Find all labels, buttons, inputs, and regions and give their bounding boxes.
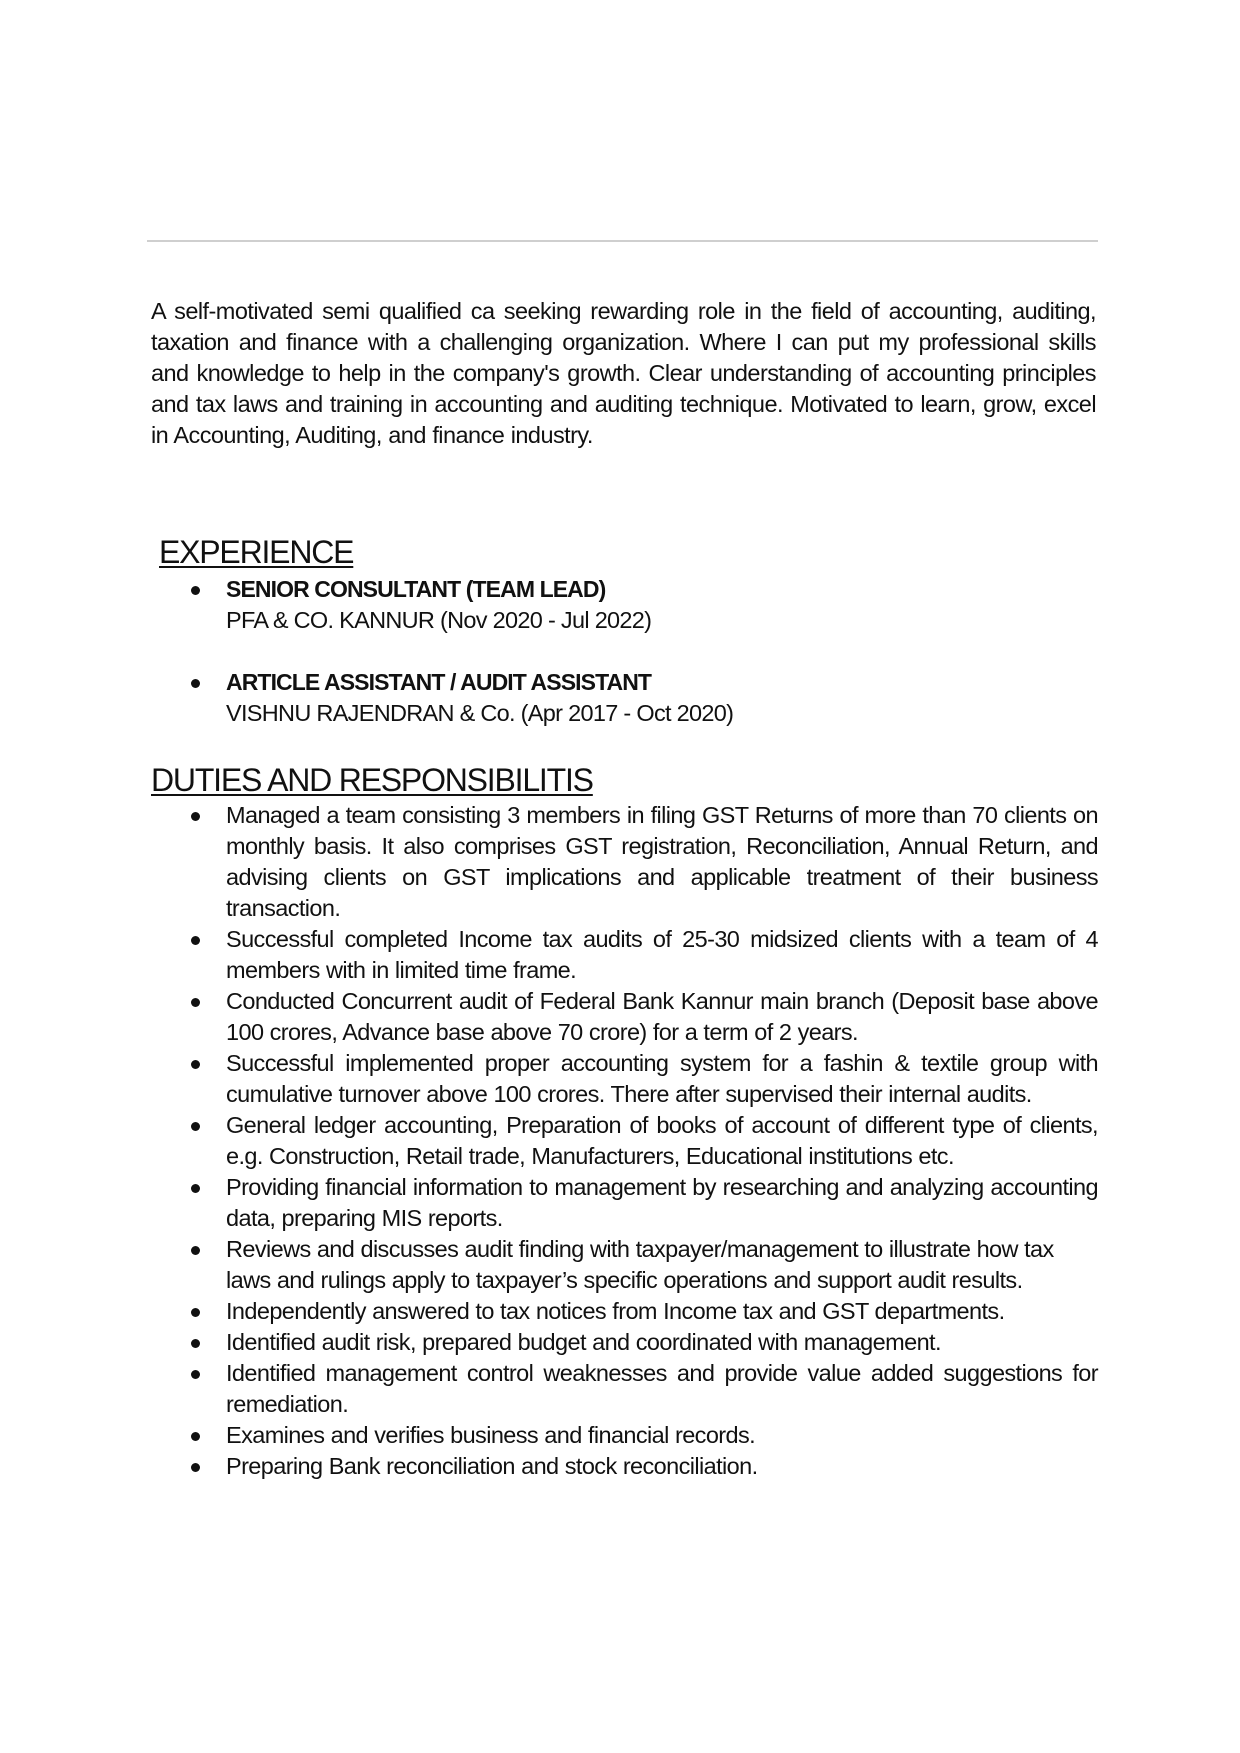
job-role: ARTICLE ASSISTANT / AUDIT ASSISTANT — [226, 669, 652, 695]
duty-item — [186, 1048, 1098, 1110]
bullet-icon — [191, 936, 200, 945]
bullet-icon — [191, 1463, 200, 1472]
duty-text: Independently answered to tax notices from Income tax and GST departments. — [226, 1298, 1005, 1324]
duty-item — [186, 1296, 1098, 1327]
duty-text: Identified audit risk, prepared budget and coordinated with management. — [226, 1329, 941, 1355]
duty-text: Preparing Bank reconciliation and stock reconciliation. — [226, 1453, 758, 1479]
job-company: VISHNU RAJENDRAN & Co. (Apr 2017 - Oct 2020) — [226, 700, 734, 726]
professional-summary: A self-motivated semi qualified ca seeking rewarding role in the field of accounting, auditing, taxation and finance with a challenging organization. Where I can put my professional skills and knowledge to help in the company's growth. Clear understanding of accounting principles and tax laws and training in accounting and auditing technique. Motivated to learn, grow, excel in Accounting, Auditing, and finance industry. — [151, 298, 1096, 448]
bullet-icon — [191, 1432, 200, 1441]
duty-text: Successful completed Income tax audits of 25-30 midsized clients with a team of 4 members with in limited time frame. — [226, 926, 1098, 983]
experience-item — [186, 667, 1086, 729]
duty-item — [186, 800, 1098, 924]
duty-text: Reviews and discusses audit finding with taxpayer/management to illustrate how tax laws and rulings apply to taxpayer’s specific operations and support audit results. — [226, 1236, 1054, 1293]
duty-item — [186, 1234, 1098, 1296]
experience-item — [186, 574, 1086, 636]
duty-item — [186, 924, 1098, 986]
bullet-icon — [191, 998, 200, 1007]
duty-item — [186, 1327, 1098, 1358]
duty-text: Providing financial information to management by researching and analyzing accounting data, preparing MIS reports. — [226, 1174, 1098, 1231]
duty-text: General ledger accounting, Preparation of books of account of different type of clients, e.g. Construction, Retail trade, Manufacturers, Educational institutions etc. — [226, 1112, 1098, 1169]
duty-text: Successful implemented proper accounting system for a fashin & textile group with cumulative turnover above 100 crores. There after supervised their internal audits. — [226, 1050, 1098, 1107]
bullet-icon — [191, 1060, 200, 1069]
duties-heading: DUTIES AND RESPONSIBILITIS — [151, 762, 593, 798]
duty-item — [186, 1358, 1098, 1420]
bullet-icon — [191, 1122, 200, 1131]
bullet-icon — [191, 1246, 200, 1255]
duty-item — [186, 1110, 1098, 1172]
duty-item — [186, 1420, 1098, 1451]
duty-text: Conducted Concurrent audit of Federal Bank Kannur main branch (Deposit base above 100 crores, Advance base above 70 crore) for a term of 2 years. — [226, 988, 1098, 1045]
duty-text: Examines and verifies business and financial records. — [226, 1422, 756, 1448]
experience-heading: EXPERIENCE — [159, 534, 354, 570]
bullet-icon — [191, 1308, 200, 1317]
job-role: SENIOR CONSULTANT (TEAM LEAD) — [226, 576, 606, 602]
duty-item — [186, 1172, 1098, 1234]
job-company: PFA & CO. KANNUR (Nov 2020 - Jul 2022) — [226, 607, 652, 633]
bullet-icon — [191, 679, 200, 688]
header-divider — [147, 240, 1098, 242]
duty-item — [186, 986, 1098, 1048]
duties-list — [186, 800, 1098, 1482]
experience-list — [186, 574, 1086, 760]
duty-item — [186, 1451, 1098, 1482]
bullet-icon — [191, 586, 200, 595]
duty-text: Managed a team consisting 3 members in filing GST Returns of more than 70 clients on monthly basis. It also comprises GST registration, Reconciliation, Annual Return, and advising clients on GST implications and applicable treatment of their business transaction. — [226, 802, 1098, 921]
duty-text: Identified management control weaknesses and provide value added suggestions for remediation. — [226, 1360, 1098, 1417]
bullet-icon — [191, 1184, 200, 1193]
bullet-icon — [191, 1339, 200, 1348]
bullet-icon — [191, 1370, 200, 1379]
bullet-icon — [191, 812, 200, 821]
